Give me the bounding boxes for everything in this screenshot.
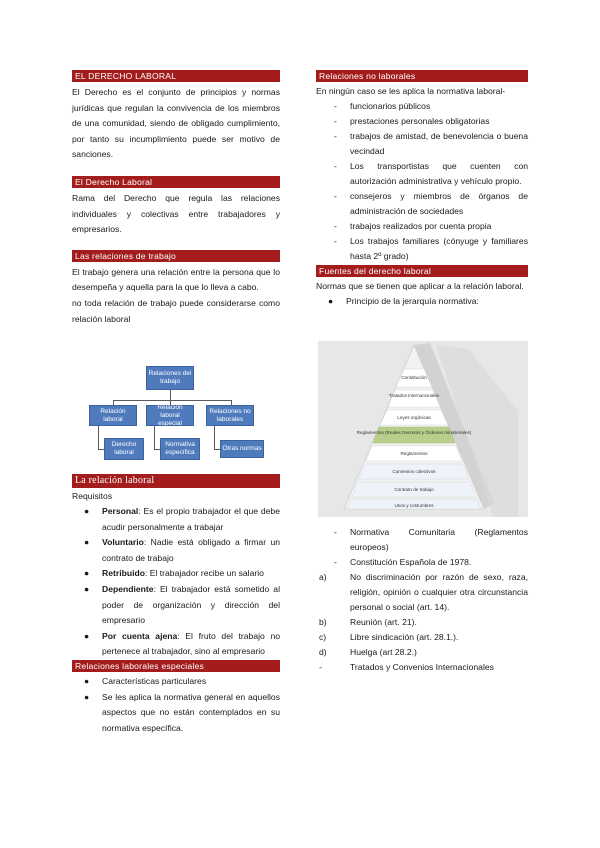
list-item: ● Por cuenta ajena: El fruto del trabajo no pertenece al trabajador, sino al empresario (84, 630, 280, 657)
list-item: ● Personal: Es el propio trabajador el que debe acudir personalmente a trabajar (84, 506, 280, 532)
especiales-list (72, 674, 280, 736)
relaciones-trabajo-text: El trabajo genera una relación entre la persona que lo desempeña y aquella para la que lo lleva a cabo. (72, 266, 280, 293)
org-box-no-laborales: Relaciones no laborales (206, 405, 254, 426)
org-box-relacion-laboral: Relación laboral (89, 405, 137, 426)
fuentes-list (316, 525, 528, 570)
right-column-lower (316, 525, 528, 675)
pyramid-diagram (318, 341, 528, 517)
pyramid-level-2: Tratados internacionales (388, 393, 440, 398)
list-item: - Tratados y Convenios Internacionales (319, 662, 494, 672)
list-item: a) No discriminación por razón de sexo, raza, religión, opinión o cualquier otra circunstancia personal o social (art. 14). (319, 572, 528, 612)
pyramid-level-5: Reglamentos (400, 451, 428, 456)
pyramid-level-7: Contrato de trabajo (394, 487, 434, 492)
org-root-box: Relaciones del trabajo (146, 366, 194, 390)
section-header-fuentes: Fuentes del derecho laboral (316, 265, 528, 277)
list-item: d) Huelga (art 28.2.) (319, 647, 417, 657)
left-column (72, 70, 280, 327)
section-header-relacion-laboral: La relación laboral (72, 474, 280, 488)
section-header-el-derecho-laboral: El Derecho Laboral (72, 176, 280, 188)
right-column (316, 70, 528, 310)
requisitos-list (72, 504, 280, 660)
left-column-lower (72, 474, 280, 736)
fuentes-principio-list (316, 294, 528, 310)
no-laborales-list (316, 99, 528, 264)
section-header-relaciones-trabajo: Las relaciones de trabajo (72, 250, 280, 262)
org-box-otras-normas: Otras normas (220, 440, 264, 458)
list-item: - Los trabajos familiares (cónyuge y familiares hasta 2º grado) (334, 236, 528, 261)
org-chart (84, 362, 270, 464)
pyramid-level-6: Convenios colectivos (392, 469, 436, 474)
list-item: ● Se les aplica la normativa general en aquellos aspectos que no están contemplados en su normativa específica. (84, 691, 280, 733)
list-item: - funcionarios públicos (334, 101, 431, 111)
section-header-especiales: Relaciones laborales especiales (72, 660, 280, 672)
list-item: ● Características particulares (84, 675, 207, 686)
org-box-normativa-especifica: Normativa específica (160, 438, 200, 460)
list-item: b) Reunión (art. 21). (319, 617, 417, 627)
list-item: ● Principio de la jerarquía normativa: (328, 296, 479, 306)
list-item: ● Retribuido: El trabajador recibe un salario (84, 568, 264, 579)
derecho-laboral-text: El Derecho es el conjunto de principios y normas jurídicas que regulan la convivencia de los miembros de una comunidad, siendo de obligado cumplimiento, por tanto su incumplimiento puede ser motivo de sanciones. (72, 87, 280, 160)
relaciones-trabajo-text-2: no toda relación de trabajo puede considerarse como relación laboral (72, 297, 280, 324)
el-derecho-laboral-text: Rama del Derecho que regula las relaciones individuales y colectivas entre trabajadores y empresarios. (72, 192, 280, 235)
org-box-derecho-laboral: Derecho laboral (104, 438, 144, 460)
section-header-no-laborales: Relaciones no laborales (316, 70, 528, 82)
requisitos-label: Requisitos (72, 491, 113, 501)
org-box-relacion-especial: Relación laboral especial (146, 405, 194, 426)
list-item: c) Libre sindicación (art. 28.1.). (319, 632, 459, 642)
pyramid-level-3: Leyes orgánicas (397, 415, 431, 420)
list-item: - prestaciones personales obligatorias (334, 116, 490, 126)
list-item: - trabajos de amistad, de benevolencia o buena vecindad (334, 131, 528, 156)
no-laborales-intro: En ningún caso se les aplica la normativa laboral- (316, 86, 506, 96)
section-header-derecho-laboral: EL DERECHO LABORAL (72, 70, 280, 82)
list-item: - Normativa Comunitaria (Reglamentos europeos) (334, 527, 528, 552)
fuentes-sub-list (316, 570, 528, 675)
list-item: - consejeros y miembros de órganos de administración de sociedades (334, 191, 528, 216)
list-item: - Los transportistas que cuenten con autorización administrativa y vehículo propio. (334, 161, 528, 186)
pyramid-level-1: Constitución (401, 375, 427, 380)
list-item: - trabajos realizados por cuenta propia (334, 221, 492, 231)
list-item: ● Voluntario: Nadie está obligado a firmar un contrato de trabajo (84, 537, 280, 563)
pyramid-level-8: Usos y costumbres (394, 503, 434, 508)
pyramid-level-4: Reglamentos (Reales Decretos y Órdenes ministeriales) (356, 430, 472, 435)
fuentes-intro: Normas que se tienen que aplicar a la relación laboral. (316, 281, 524, 291)
list-item: ● Dependiente: El trabajador está sometido al poder de organización y dirección del empresario (84, 583, 280, 626)
list-item: - Constitución Española de 1978. (334, 557, 472, 567)
